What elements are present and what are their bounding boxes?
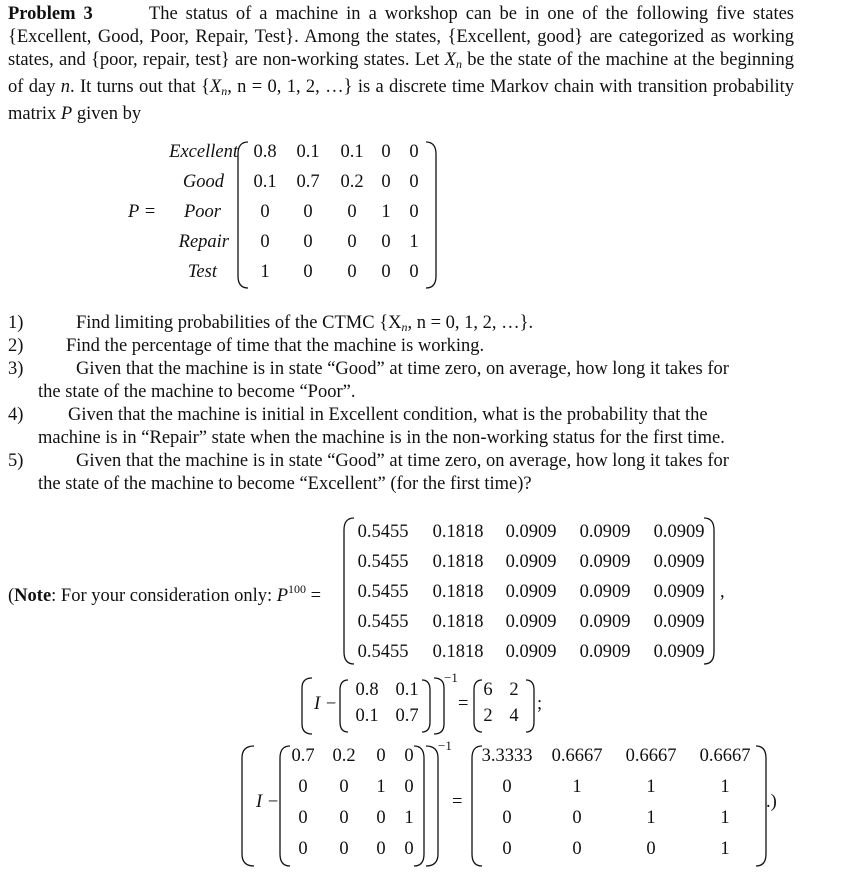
matrix-cell: 0.6667 xyxy=(699,746,751,766)
intro-text-4: , n = 0, 1, 2, …} is a discrete time Markov chain with transition probability matrix xyxy=(8,77,795,124)
matrix-cell: 0 xyxy=(381,172,391,192)
intro-var-p: P xyxy=(60,104,73,124)
matrix-cell: 0.5455 xyxy=(357,582,409,602)
matrix-cell: 0.5455 xyxy=(357,642,409,662)
intro-var-sub2: n xyxy=(221,84,228,98)
matrix-cell: 0.0909 xyxy=(579,582,631,602)
matrix-cell: 0 xyxy=(260,232,270,252)
matrix-cell: 0.0909 xyxy=(505,642,557,662)
inv2-semicolon: ; xyxy=(537,694,543,714)
inv2-identity: I − xyxy=(314,694,338,714)
matrix-cell: 0.5455 xyxy=(357,522,409,542)
matrix-cell: 0 xyxy=(404,777,414,797)
matrix-cell: 0 xyxy=(404,746,414,766)
question-number: 3) xyxy=(8,359,24,379)
matrix-cell: 0 xyxy=(347,262,357,282)
matrix-cell: 0 xyxy=(339,777,349,797)
note-label: (Note: For your consideration only: $P^{100}$ = xyxy=(8,582,322,606)
matrix-cell: 0 xyxy=(303,232,313,252)
matrix-cell: 1 xyxy=(260,262,270,282)
inv2-rhs-right-paren xyxy=(524,678,536,734)
question-5-line-1: Given that the machine is in state “Good” at time zero, on average, how long it takes for xyxy=(76,451,729,471)
matrix-cell: 0 xyxy=(298,839,308,859)
matrix-cell: 0 xyxy=(347,202,357,222)
matrix-cell: 0.0909 xyxy=(579,522,631,542)
matrix-cell: 3.3333 xyxy=(481,746,533,766)
matrix-cell: 0 xyxy=(572,808,582,828)
matrix-cell: 1 xyxy=(409,232,419,252)
question-2-text: Find the percentage of time that the machine is working. xyxy=(66,336,485,356)
matrix-cell: 0 xyxy=(298,777,308,797)
matrix-cell: 1 xyxy=(646,777,656,797)
matrix-cell: 1 xyxy=(646,808,656,828)
matrix-cell: 0 xyxy=(646,839,656,859)
inv4-outer-left-paren xyxy=(240,744,256,868)
question-3-line-1: Given that the machine is in state “Good” at time zero, on average, how long it takes for xyxy=(76,359,729,379)
matrix-cell: 0.0909 xyxy=(579,642,631,662)
matrix-cell: 0.2 xyxy=(332,746,356,766)
matrix-cell: 0.5455 xyxy=(357,612,409,632)
matrix-cell: 0 xyxy=(409,172,419,192)
matrix-cell: 0.1818 xyxy=(432,582,484,602)
matrix-cell: 0.1 xyxy=(253,172,277,192)
matrix-cell: 0 xyxy=(303,262,313,282)
matrix-cell: 1 xyxy=(720,777,730,797)
question-3-line-2: the state of the machine to become “Poor”. xyxy=(38,382,356,402)
matrix-cell: 0.0909 xyxy=(579,552,631,572)
intro-var-x2: X xyxy=(209,77,222,97)
intro-var-n: n xyxy=(60,77,71,97)
question-4-line-2: machine is in “Repair” state when the machine is in the non-working status for the first time. xyxy=(38,428,725,448)
matrix-cell: 0 xyxy=(376,746,386,766)
intro-var-sub: n xyxy=(455,57,462,71)
matrix-cell: 0.0909 xyxy=(653,552,705,572)
matrix-cell: 0 xyxy=(502,839,512,859)
matrix-cell: 1 xyxy=(404,808,414,828)
matrix-cell: 0.1 xyxy=(355,706,379,726)
matrix-cell: 0.1818 xyxy=(432,612,484,632)
matrix-cell: 0 xyxy=(572,839,582,859)
inv4-equals: = xyxy=(452,792,463,812)
matrix-cell: 0 xyxy=(347,232,357,252)
problem-title: Problem 3 xyxy=(8,4,93,24)
matrix-cell: 0.8 xyxy=(253,142,277,162)
matrix-cell: 0 xyxy=(381,232,391,252)
intro-text-5: given by xyxy=(72,104,142,124)
matrix-cell: 0.0909 xyxy=(505,552,557,572)
matrix-cell: 6 xyxy=(483,680,493,700)
inv4-outer-right-paren xyxy=(424,744,440,868)
question-number: 1) xyxy=(8,313,24,333)
inv2-exponent: −1 xyxy=(444,670,458,685)
matrix-cell: 0.6667 xyxy=(625,746,677,766)
row-label-test: Test xyxy=(187,262,217,282)
matrix-cell: 0.0909 xyxy=(653,642,705,662)
matrix-cell: 0.1818 xyxy=(432,552,484,572)
matrix-cell: 0 xyxy=(298,808,308,828)
inv2-equals: = xyxy=(458,694,469,714)
matrix-cell: 0.7 xyxy=(291,746,315,766)
matrix-cell: 0 xyxy=(409,142,419,162)
inv2-outer-left-paren xyxy=(300,676,314,736)
matrix-cell: 0.6667 xyxy=(551,746,603,766)
matrix-cell: 0 xyxy=(502,777,512,797)
matrix-cell: 0 xyxy=(260,202,270,222)
intro-text-1: The status of a machine in a workshop can be in one of the following five states {Excellent, Good, Poor, Repair, Test}. Among the states, {Excellent, good} are categorized as working states, and {poor, repair, test} are non-working states. Let xyxy=(8,4,795,70)
row-label-repair: Repair xyxy=(178,232,229,252)
row-label-poor: Poor xyxy=(184,202,221,222)
inv4-identity: I − xyxy=(256,792,280,812)
matrix-cell: 0 xyxy=(339,839,349,859)
row-label-good: Good xyxy=(182,172,224,192)
problem-intro xyxy=(8,3,794,126)
matrix-cell: 0.1818 xyxy=(432,642,484,662)
matrix-cell: 0.0909 xyxy=(579,612,631,632)
matrix-cell: 1 xyxy=(720,808,730,828)
intro-text-2: be the state of the machine at the beginning of day xyxy=(8,50,794,97)
matrix-cell: 0.2 xyxy=(340,172,364,192)
question-number: 2) xyxy=(8,336,24,356)
question-number: 4) xyxy=(8,405,24,425)
note-comma: , xyxy=(720,582,725,602)
matrix-cell: 1 xyxy=(381,202,391,222)
matrix-cell: 0.0909 xyxy=(505,612,557,632)
matrix-cell: 0.7 xyxy=(296,172,320,192)
matrix-cell: 0.5455 xyxy=(357,552,409,572)
row-label-excellent: Excellent xyxy=(169,142,238,162)
inv4-exponent: −1 xyxy=(438,738,452,753)
matrix-cell: 0.0909 xyxy=(505,582,557,602)
matrix-cell: 0.0909 xyxy=(653,522,705,542)
matrix-cell: 0.1 xyxy=(340,142,364,162)
question-1-text: Find limiting probabilities of the CTMC {$X_n$, n = 0, 1, 2, …}. xyxy=(76,313,534,334)
matrix-cell: 0 xyxy=(404,839,414,859)
question-number: 5) xyxy=(8,451,24,471)
matrix-cell: 0 xyxy=(303,202,313,222)
matrix-cell: 0 xyxy=(381,142,391,162)
question-5-line-2: the state of the machine to become “Excellent” (for the first time)? xyxy=(38,474,532,494)
intro-text-3: . It turns out that { xyxy=(70,77,210,97)
matrix-cell: 2 xyxy=(483,706,493,726)
matrix-cell: 4 xyxy=(509,706,519,726)
matrix-cell: 0 xyxy=(409,202,419,222)
note-close: .) xyxy=(766,792,777,812)
matrix-cell: 1 xyxy=(572,777,582,797)
matrix-cell: 0.8 xyxy=(355,680,379,700)
intro-var-x: X xyxy=(444,50,456,70)
matrix-cell: 1 xyxy=(720,839,730,859)
question-4-line-1: Given that the machine is initial in Excellent condition, what is the probability that the xyxy=(68,405,708,425)
matrix-cell: 0.0909 xyxy=(653,612,705,632)
matrix-cell: 0 xyxy=(376,839,386,859)
matrix-cell: 0.1 xyxy=(395,680,419,700)
matrix-cell: 0.7 xyxy=(395,706,419,726)
matrix-cell: 0.0909 xyxy=(653,582,705,602)
matrix-cell: 0 xyxy=(381,262,391,282)
matrix-p-label: P = xyxy=(128,202,157,222)
matrix-cell: 0 xyxy=(376,808,386,828)
matrix-cell: 1 xyxy=(376,777,386,797)
matrix-cell: 0.1 xyxy=(296,142,320,162)
matrix-cell: 0 xyxy=(339,808,349,828)
matrix-cell: 0 xyxy=(409,262,419,282)
inv2-inner-right-paren xyxy=(420,678,432,734)
matrix-cell: 2 xyxy=(509,680,519,700)
matrix-cell: 0.0909 xyxy=(505,522,557,542)
matrix-cell: 0.1818 xyxy=(432,522,484,542)
matrix-cell: 0 xyxy=(502,808,512,828)
